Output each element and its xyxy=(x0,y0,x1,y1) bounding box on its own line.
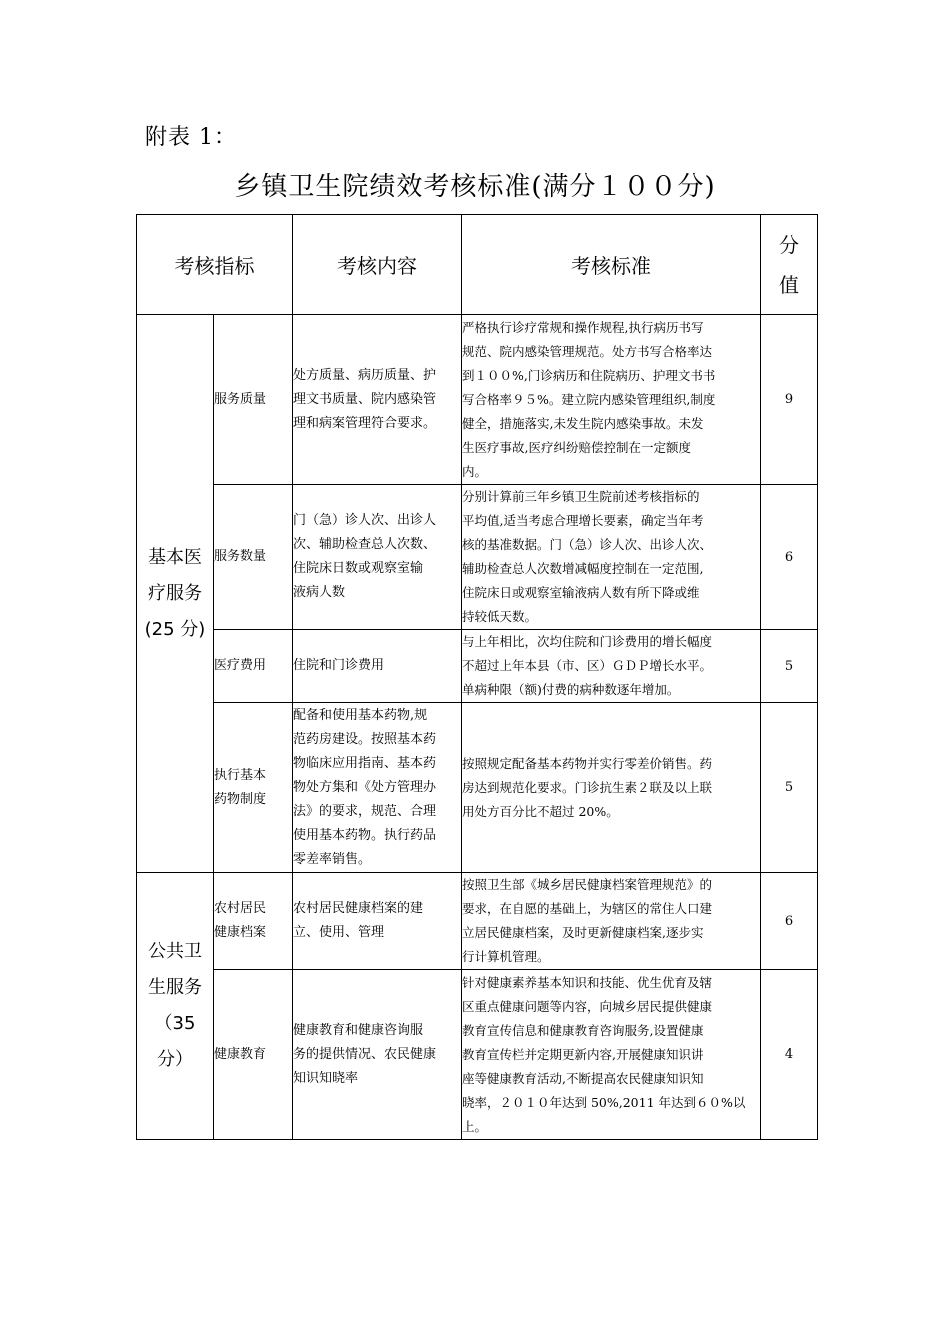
category-cell: 公共卫 生服务 （35 分） xyxy=(137,873,214,1140)
header-indicator: 考核指标 xyxy=(137,215,293,315)
score-cell: 6 xyxy=(761,873,818,970)
score-cell: 9 xyxy=(761,315,818,485)
criteria-cell: 与上年相比，次均住院和门诊费用的增长幅度 不超过上年本县（市、区）ＧＤＰ增长水平。 单病种限（额)付费的病种数逐年增加。 xyxy=(462,630,761,703)
header-score: 分 值 xyxy=(761,215,818,315)
table-row xyxy=(137,315,818,485)
content-cell: 健康教育和健康咨询服 务的提供情况、农民健康 知识知晓率 xyxy=(293,970,462,1140)
document-title: 乡镇卫生院绩效考核标准(满分１００分) xyxy=(234,172,716,202)
score-cell: 5 xyxy=(761,630,818,703)
assessment-table xyxy=(136,214,818,1140)
sub-indicator: 执行基本 药物制度 xyxy=(214,703,293,873)
criteria-cell: 按照卫生部《城乡居民健康档案管理规范》的 要求，在自愿的基础上，为辖区的常住人口建 立居民健康档案，及时更新健康档案,逐步实 行计算机管理。 xyxy=(462,873,761,970)
annex-label: 附表 1： xyxy=(145,125,237,150)
criteria-cell: 针对健康素养基本知识和技能、优生优育及辖 区重点健康问题等内容，向城乡居民提供健康 教育宣传信息和健康教育咨询服务,设置健康 教育宣传栏并定期更新内容,开展健康知识讲 座等健康教育活动,不断提高农民健康知识知 晓率，２０１０年达到 50%,2011 年达到６０%以 上。 xyxy=(462,970,761,1140)
header-criteria: 考核标准 xyxy=(462,215,761,315)
header-content: 考核内容 xyxy=(293,215,462,315)
sub-indicator: 服务数量 xyxy=(214,485,293,630)
content-cell: 住院和门诊费用 xyxy=(293,630,462,703)
sub-indicator: 医疗费用 xyxy=(214,630,293,703)
criteria-cell: 严格执行诊疗常规和操作规程,执行病历书写 规范、院内感染管理规范。处方书写合格率达 到１００%,门诊病历和住院病历、护理文书书 写合格率９５%。建立院内感染管理组织,制度 健全，措施落实,未发生院内感染事故。未发 生医疗事故,医疗纠纷赔偿控制在一定额度 内。 xyxy=(462,315,761,485)
content-cell: 处方质量、病历质量、护 理文书质量、院内感染管 理和病案管理符合要求。 xyxy=(293,315,462,485)
table-row xyxy=(137,703,818,873)
table-header-row xyxy=(137,215,818,315)
category-cell: 基本医 疗服务 (25 分) xyxy=(137,315,214,873)
criteria-cell: 分别计算前三年乡镇卫生院前述考核指标的 平均值,适当考虑合理增长要素，确定当年考 核的基准数据。门（急）诊人次、出诊人次、 辅助检查总人次数增减幅度控制在一定范围, 住院床日或观察室输液病人数有所下降或维 持较低天数。 xyxy=(462,485,761,630)
content-cell: 配备和使用基本药物,规 范药房建设。按照基本药 物临床应用指南、基本药 物处方集和《处方管理办 法》的要求，规范、合理 使用基本药物。执行药品 零差率销售。 xyxy=(293,703,462,873)
score-cell: 4 xyxy=(761,970,818,1140)
table-row xyxy=(137,970,818,1140)
sub-indicator: 农村居民 健康档案 xyxy=(214,873,293,970)
content-cell: 农村居民健康档案的建 立、使用、管理 xyxy=(293,873,462,970)
sub-indicator: 健康教育 xyxy=(214,970,293,1140)
table-row xyxy=(137,630,818,703)
score-cell: 6 xyxy=(761,485,818,630)
table-row xyxy=(137,485,818,630)
table-row xyxy=(137,873,818,970)
criteria-cell: 按照规定配备基本药物并实行零差价销售。药 房达到规范化要求。门诊抗生素２联及以上联 用处方百分比不超过 20%。 xyxy=(462,703,761,873)
score-cell: 5 xyxy=(761,703,818,873)
sub-indicator: 服务质量 xyxy=(214,315,293,485)
content-cell: 门（急）诊人次、出诊人 次、辅助检查总人次数、 住院床日数或观察室输 液病人数 xyxy=(293,485,462,630)
